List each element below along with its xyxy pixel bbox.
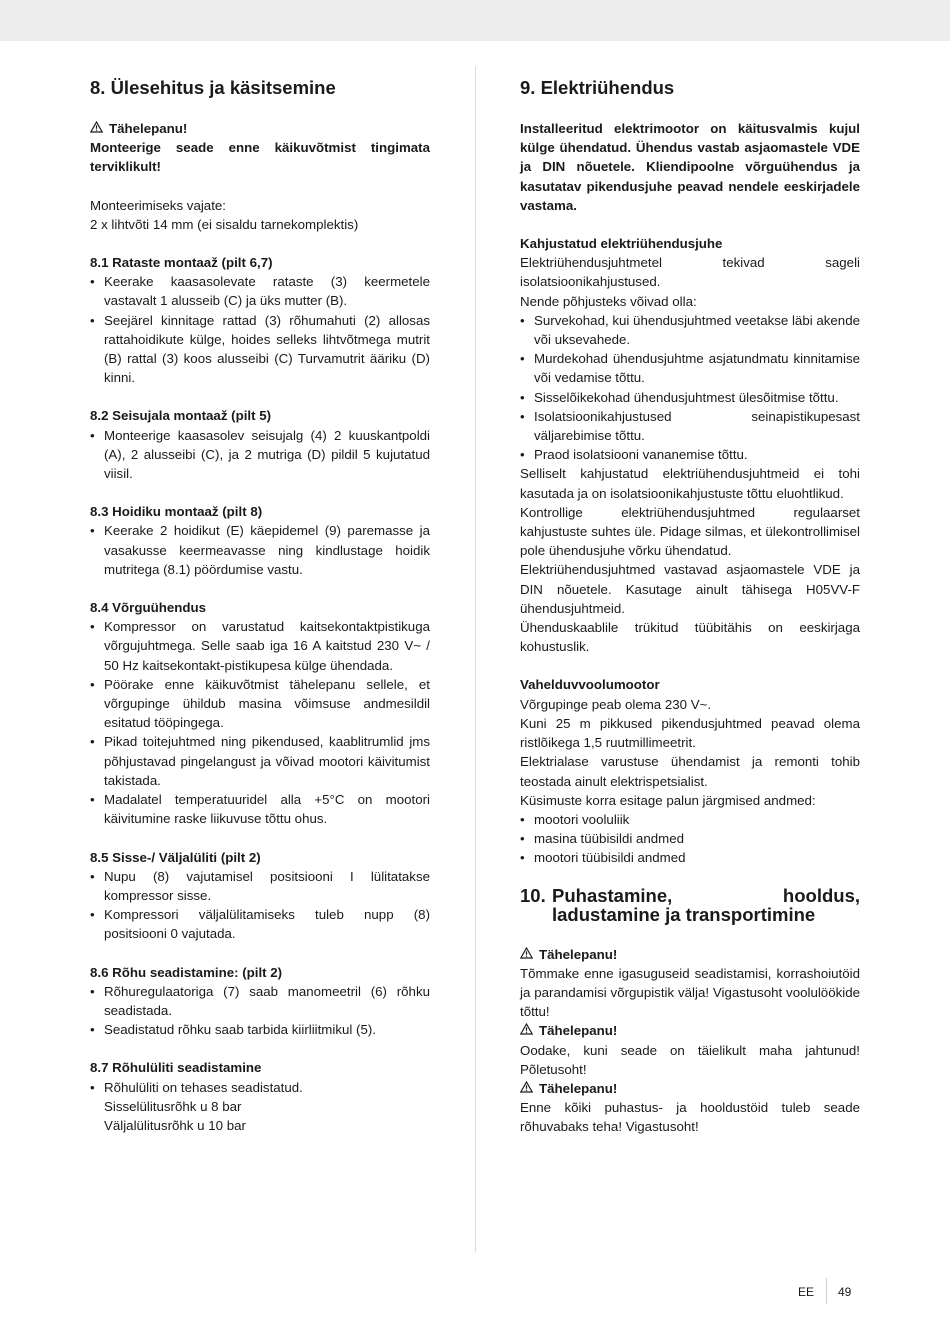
list-item: • Pöörake enne käikuvõtmist tähelepanu sellele, et võrgupinge ühildub masina võimsuse andmesildil esitatud tööpingega.	[90, 675, 430, 733]
warning-3-text: Oodake, kuni seade on täielikult maha jahtunud! Põletusoht!	[520, 1042, 860, 1077]
damaged-p2: Nende põhjusteks võivad olla:	[520, 293, 697, 309]
needs-label: Monteerimiseks vajate:	[90, 197, 226, 213]
page-number: 49	[838, 1285, 852, 1299]
list-item: • Rõhulüliti on tehases seadistatud.	[90, 1078, 430, 1097]
list-item: • Praod isolatsiooni vananemise tõttu.	[520, 445, 860, 464]
list-item: • Nupu (8) vajutamisel positsiooni I lülitatakse kompressor sisse.	[90, 867, 430, 905]
column-divider	[475, 66, 476, 1252]
list-item: • Isolatsioonikahjustused seinapistikupesast väljarebimise tõttu.	[520, 407, 860, 445]
warning-2	[520, 945, 860, 964]
warning-triangle-icon	[520, 1021, 534, 1040]
ac-p3: Elektrialase varustuse ühendamist ja remonti tohib teostada ainult elektrispetsialist.	[520, 754, 860, 789]
warning-1-title: Tähelepanu!	[109, 121, 188, 136]
section-9-title: 9. Elektriühendus	[520, 77, 675, 98]
warning-4	[520, 1079, 860, 1098]
section-8-2-list	[90, 426, 430, 484]
warning-title: Tähelepanu!	[539, 1023, 618, 1039]
damaged-causes-list	[520, 311, 860, 465]
list-item: • Seejärel kinnitage rattad (3) rõhumahuti (2) allosas rattahoidikute külge, hoides selleks lihtvõtmega mutrit (B) rattal (3) koos alusseibi (C) Turvamutrit ääriku (D) kinni.	[90, 311, 430, 388]
section-10-text: Puhastamine, hooldus, ladustamine ja transportimine	[552, 884, 860, 925]
list-item: • Seadistatud rõhku saab tarbida kiirliitmikul (5).	[90, 1020, 430, 1039]
section-9-intro: Installeeritud elektrimootor on käitusvalmis kujul külge ühendatud. Ühendus vastab asjaomastele VDE ja DIN nõuetele. Kliendipoolne võrguühendus ja kasutatav pikendusjuhe peavad nendele eeskirjadele vastama.	[520, 121, 860, 213]
page-footer	[0, 1283, 950, 1303]
section-10-title	[520, 886, 860, 924]
list-item: • Monteerige kaasasolev seisujalg (4) 2 kuuskantpoldi (A), 2 alusseibi (C), ja 2 mutriga (D) pildil 5 kujutatud viisil.	[90, 426, 430, 484]
warning-4-text: Enne kõiki puhastus- ja hooldustöid tuleb seade rõhuvabaks teha! Vigastusoht!	[520, 1100, 860, 1135]
section-8-7-title: 8.7 Rõhulüliti seadistamine	[90, 1060, 262, 1076]
damaged-p4: Kontrollige elektriühendusjuhtmed regulaarset kahjustuste suhtes üle. Pidage silmas, et ülekontrollimisel pole ühendusjuhe võrku ühendatud.	[520, 504, 860, 559]
warning-title: Tähelepanu!	[539, 1080, 618, 1096]
damaged-p3: Selliselt kahjustatud elektriühendusjuhtmeid ei tohi kasutada ja on isolatsioonikahjustuste tõttu eluohtlikud.	[520, 466, 860, 501]
pressure-off-line: Väljalülitusrõhk u 10 bar	[104, 1117, 246, 1133]
ac-p4: Küsimuste korra esitage palun järgmised andmed:	[520, 792, 816, 808]
list-item: • masina tüübisildi andmed	[520, 829, 860, 848]
list-item: • mootori vooluliik	[520, 810, 860, 829]
section-8-1-title: 8.1 Rataste montaaž (pilt 6,7)	[90, 255, 273, 271]
language-code: EE	[798, 1285, 815, 1299]
list-item: • Keerake kaasasolevate rataste (3) keermetele vastavalt 1 alusseib (C) ja üks mutter (B).	[90, 272, 430, 310]
warning-title: Tähelepanu!	[539, 946, 618, 962]
ac-data-list	[520, 810, 860, 868]
section-8-1-list	[90, 272, 430, 387]
list-item: • Survekohad, kui ühendusjuhtmed veetakse läbi akende või uksevahede.	[520, 311, 860, 349]
needs-item: 2 x lihtvõti 14 mm (ei sisaldu tarnekomplektis)	[90, 216, 359, 232]
list-item: • mootori tüübisildi andmed	[520, 848, 860, 867]
section-8-3-list	[90, 521, 430, 579]
top-bar	[0, 0, 950, 41]
list-item: • Keerake 2 hoidikut (E) käepidemel (9) paremasse ja vasakusse keermeavasse ning kindlustage hoidik mutritega (8.1) pöördumise vastu.	[90, 521, 430, 579]
warning-1-text: Monteerige seade enne käikuvõtmist tingimata terviklikult!	[90, 140, 430, 175]
section-8-5-title: 8.5 Sisse-/ Väljalüliti (pilt 2)	[90, 849, 261, 865]
warning-2-text: Tõmmake enne igasuguseid seadistamisi, korrashoiutöid ja parandamisi võrgupistik välja! Vigastusoht voolulöökide tõttu!	[520, 965, 860, 1020]
damaged-p6: Ühenduskaablile trükitud tüübitähis on eeskirjaga kohustuslik.	[520, 620, 860, 655]
damaged-cable-title: Kahjustatud elektriühendusjuhe	[520, 236, 723, 252]
section-8-6-title: 8.6 Rõhu seadistamine: (pilt 2)	[90, 964, 283, 980]
list-item: • Rõhuregulaatoriga (7) saab manomeetril (6) rõhku seadistada.	[90, 982, 430, 1020]
section-8-7-list	[90, 1078, 430, 1097]
ac-p2: Kuni 25 m pikkused pikendusjuhtmed peavad olema ristlõikega 1,5 ruutmillimeetrit.	[520, 715, 860, 751]
ac-motor-title: Vahelduvvoolumootor	[520, 677, 660, 693]
section-8-4-list	[90, 617, 430, 828]
section-8-3-title: 8.3 Hoidiku montaaž (pilt 8)	[90, 504, 263, 520]
warning-triangle-icon	[520, 945, 534, 964]
list-item: • Kompressor on varustatud kaitsekontaktpistikuga võrgujuhtmega. Selle saab iga 16 A kaitstud 230 V~ / 50 Hz kaitsekontakt-pistikupesa külge ühendada.	[90, 617, 430, 675]
list-item: • Madalatel temperatuuridel alla +5°C on mootori käivitumine raske liikuvuse tõttu ohus.	[90, 790, 430, 828]
warning-triangle-icon	[520, 1079, 534, 1098]
section-8-5-list	[90, 867, 430, 944]
section-8-2-title: 8.2 Seisujala montaaž (pilt 5)	[90, 408, 272, 424]
right-column	[520, 76, 860, 1137]
footer-separator	[826, 1278, 827, 1304]
list-item: • Murdekohad ühendusjuhtme asjatundmatu kinnitamise või vedamise tõttu.	[520, 349, 860, 387]
left-column	[90, 76, 430, 1135]
damaged-p5: Elektriühendusjuhtmed vastavad asjaomastele VDE ja DIN nõuetele. Kasutage ainult tähisega H05VV-F ühendusjuhtmeid.	[520, 562, 860, 616]
warning-1	[90, 119, 430, 138]
list-item: • Pikad toitejuhtmed ning pikendused, kaablitrumlid jms põhjustavad pingelangust ja võivad mootori käivitumist takistada.	[90, 732, 430, 790]
list-item: • Kompressori väljalülitamiseks tuleb nupp (8) positsiooni 0 vajutada.	[90, 905, 430, 943]
ac-p1: Võrgupinge peab olema 230 V~.	[520, 696, 712, 712]
list-item: • Sisselõikekohad ühendusjuhtmest ülesõitmise tõttu.	[520, 388, 860, 407]
section-8-6-list	[90, 982, 430, 1040]
damaged-p1: Elektriühendusjuhtmetel tekivad sageli isolatsioonikahjustused.	[520, 255, 860, 290]
warning-triangle-icon	[90, 119, 104, 138]
section-10-number: 10.	[520, 884, 546, 906]
section-8-title: 8. Ülesehitus ja käsitsemine	[90, 77, 336, 98]
section-8-4-title: 8.4 Võrguühendus	[90, 600, 206, 616]
warning-3	[520, 1021, 860, 1040]
pressure-on-line: Sisselülitusrõhk u 8 bar	[104, 1098, 242, 1114]
